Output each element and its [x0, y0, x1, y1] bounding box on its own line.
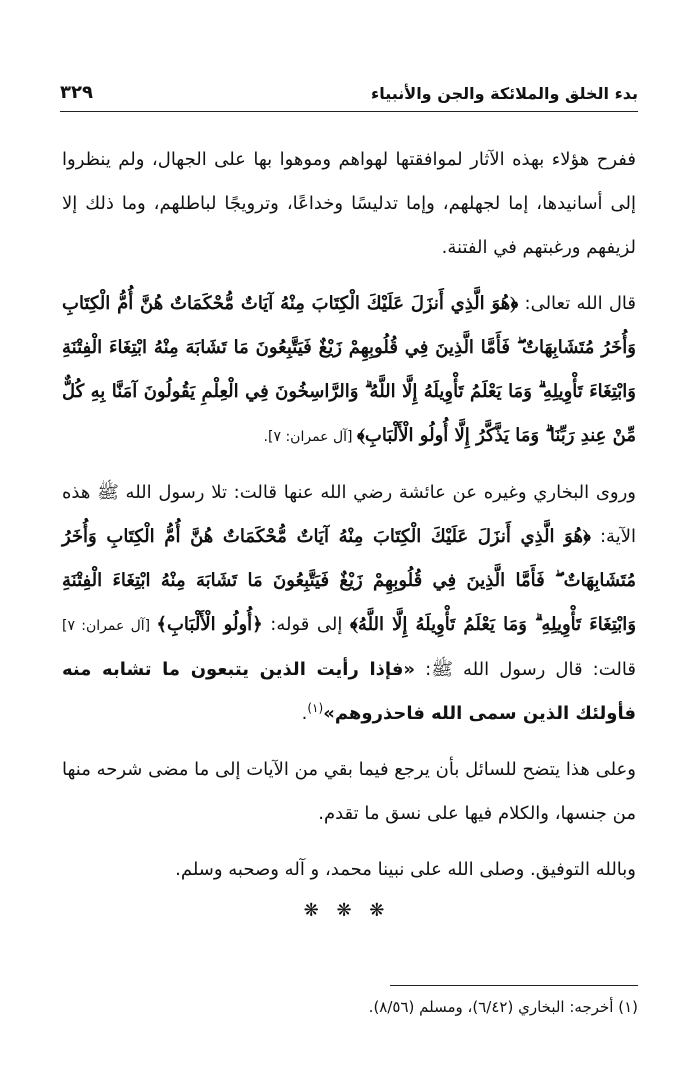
- quran-verse: ﴿هُوَ الَّذِي أَنزَلَ عَلَيْكَ الْكِتَابَ مِنْهُ آيَاتٌ مُّحْكَمَاتٌ هُنَّ أُمُّ الْكِتَابِ وَأُخَرُ مُتَشَابِهَاتٌ ۖ فَأَمَّا الَّذِينَ فِي قُلُوبِهِمْ زَيْغٌ فَيَتَّبِعُونَ مَا تَشَابَهَ مِنْهُ ابْتِغَاءَ الْفِتْنَةِ وَابْتِغَاءَ تَأْوِيلِهِ ۗ وَمَا يَعْلَمُ تَأْوِيلَهُ إِلَّا اللَّهُ﴾: [62, 526, 637, 635]
- paragraph-4: وعلى هذا يتضح للسائل بأن يرجع فيما بقي من الآيات إلى ما مضى شرحه منها من جنسها، والكلام فيها على نسق ما تقدم.: [62, 759, 636, 824]
- hadith-text: «فإذا رأيت الذين يتبعون ما تشابه منه فأولئك الذين سمى الله فاحذروهم»: [62, 659, 636, 724]
- footnote: (١) أخرجه: البخاري (٦/٤٢)، ومسلم (٨/٥٦).: [368, 998, 638, 1016]
- paragraph-3-continuation: قالت: قال رسول الله ﷺ:: [415, 659, 636, 680]
- paragraph-3-intro: وروى البخاري وغيره عن عائشة رضي الله عنها قالت: تلا رسول الله ﷺ هذه الآية:: [62, 482, 636, 547]
- body-text: [62, 138, 636, 892]
- paragraph-1: ففرح هؤلاء بهذه الآثار لموافقتها لهواهم وموهوا بها على الجهال، ولم ينظروا إلى أسانيدها، إما لجهلهم، وإما تدليسًا وخداعًا، وترويجًا لباطلهم، وما ذلك إلا لزيفهم ورغبتهم في الفتنة.: [62, 149, 636, 258]
- quran-verse: ﴿هُوَ الَّذِي أَنزَلَ عَلَيْكَ الْكِتَابَ مِنْهُ آيَاتٌ مُّحْكَمَاتٌ هُنَّ أُمُّ الْكِتَابِ وَأُخَرُ مُتَشَابِهَاتٌ ۖ فَأَمَّا الَّذِينَ فِي قُلُوبِهِمْ زَيْغٌ فَيَتَّبِعُونَ مَا تَشَابَهَ مِنْهُ ابْتِغَاءَ الْفِتْنَةِ وَابْتِغَاءَ تَأْوِيلِهِ ۗ وَمَا يَعْلَمُ تَأْوِيلَهُ إِلَّا اللَّهُ ۗ وَالرَّاسِخُونَ فِي الْعِلْمِ يَقُولُونَ آمَنَّا بِهِ كُلٌّ مِّنْ عِندِ رَبِّنَا ۗ وَمَا يَذَّكَّرُ إِلَّا أُولُو الْأَلْبَابِ﴾: [62, 293, 636, 446]
- quran-verse: ﴿أُولُو الْأَلْبَابِ﴾: [156, 614, 263, 635]
- verse-reference: [آل عمران: ٧].: [263, 429, 357, 445]
- footnote-marker: (١): [307, 701, 324, 715]
- paragraph-3-mid: إلى قوله:: [262, 614, 350, 635]
- page-number: ٣٢٩: [60, 82, 93, 103]
- footnote-rule: [390, 985, 638, 986]
- paragraph-2-intro: قال الله تعالى:: [518, 293, 637, 314]
- page-header: [60, 80, 638, 110]
- paragraph-5: وبالله التوفيق. وصلى الله على نبينا محمد، و آله وصحبه وسلم.: [175, 859, 636, 880]
- paragraph-3-end: .: [301, 703, 308, 724]
- paragraph-2: [62, 282, 636, 459]
- section-separator: ❋ ❋ ❋: [303, 900, 391, 921]
- header-rule: [60, 111, 638, 112]
- running-title: بدء الخلق والملائكة والجن والأنبياء: [371, 84, 638, 103]
- verse-reference: [آل عمران: ٧]: [62, 618, 157, 634]
- paragraph-3: [62, 471, 636, 736]
